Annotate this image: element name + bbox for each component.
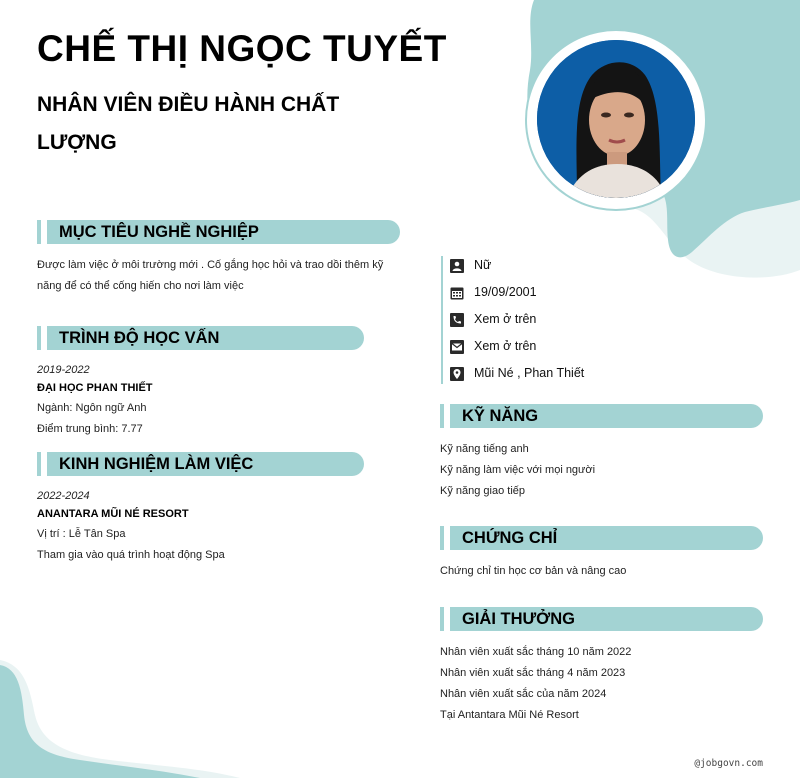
education-school: ĐẠI HỌC PHAN THIẾT (37, 382, 153, 394)
watermark: @jobgovn.com (694, 758, 763, 769)
candidate-name: CHẾ THỊ NGỌC TUYẾT (37, 28, 447, 69)
location-pin-icon (450, 367, 464, 381)
bottom-left-decoration (0, 660, 260, 778)
experience-position: Vị trí : Lễ Tân Spa (37, 528, 126, 540)
award-item: Nhân viên xuất sắc của năm 2024 (440, 688, 607, 700)
phone-icon (450, 313, 464, 327)
award-item: Nhân viên xuất sắc tháng 10 năm 2022 (440, 646, 632, 658)
section-education-heading: TRÌNH ĐỘ HỌC VẤN (37, 326, 364, 350)
experience-period: 2022-2024 (37, 490, 90, 502)
contact-divider (441, 256, 443, 384)
email-icon (450, 340, 464, 354)
section-skills-heading: KỸ NĂNG (440, 404, 763, 428)
award-item: Nhân viên xuất sắc tháng 4 năm 2023 (440, 667, 626, 679)
education-major: Ngành: Ngôn ngữ Anh (37, 402, 147, 414)
profile-photo (537, 40, 695, 198)
skill-item: Kỹ năng tiếng anh (440, 443, 529, 455)
award-item: Tại Antantara Mũi Né Resort (440, 709, 579, 721)
experience-description: Tham gia vào quá trình hoạt động Spa (37, 549, 225, 561)
calendar-icon (450, 286, 464, 300)
section-experience-heading: KINH NGHIỆM LÀM VIỆC (37, 452, 364, 476)
objective-text: Được làm việc ở môi trường mới . Cố gắng học hỏi và trao dồi thêm kỹ năng để có thể cống hiến cho nơi làm việc (37, 259, 384, 292)
job-title: NHÂN VIÊN ĐIỀU HÀNH CHẤT LƯỢNG (37, 93, 340, 154)
skill-item: Kỹ năng làm việc với mọi người (440, 464, 596, 476)
experience-company: ANANTARA MŨI NÉ RESORT (37, 508, 189, 520)
section-awards-heading: GIẢI THƯỞNG (440, 607, 763, 631)
section-objective-heading: MỤC TIÊU NGHỀ NGHIỆP (37, 220, 400, 244)
skill-item: Kỹ năng giao tiếp (440, 485, 526, 497)
certificate-item: Chứng chỉ tin học cơ bản và nâng cao (440, 565, 627, 577)
education-period: 2019-2022 (37, 364, 90, 376)
education-gpa: Điểm trung bình: 7.77 (37, 423, 143, 435)
profile-photo-frame (527, 31, 705, 209)
section-certificates-heading: CHỨNG CHỈ (440, 526, 763, 550)
person-icon (450, 259, 464, 273)
